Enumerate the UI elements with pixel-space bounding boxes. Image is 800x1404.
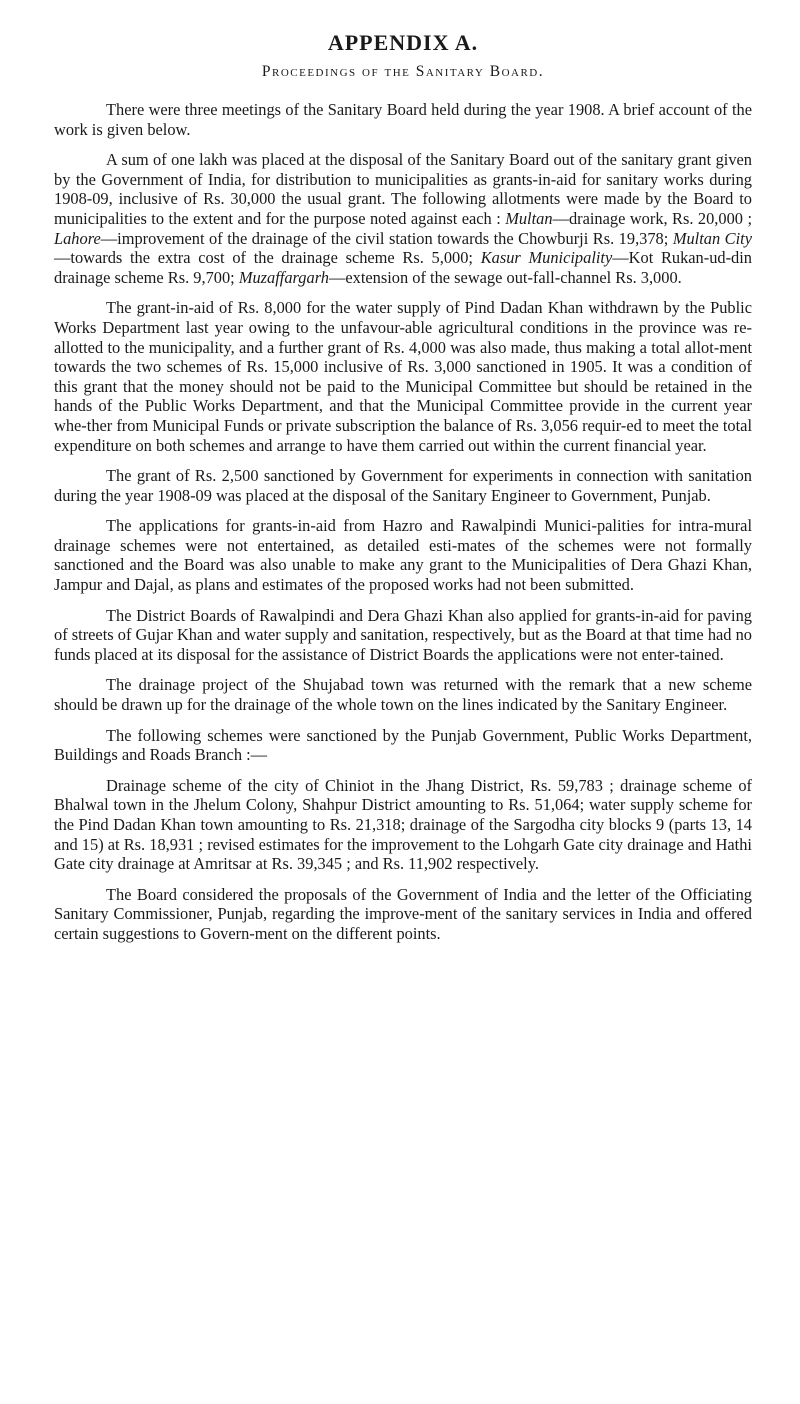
paragraph-sanctioned-schemes: Drainage scheme of the city of Chiniot in the Jhang District, Rs. 59,783 ; drainage scheme of Bhalwal town in the Jhelum Colony, Shahpur District amounting to Rs. 51,064; water supply scheme for the Pind Dadan Khan town amounting to Rs. 21,318; drainage of the Sargodha city blocks 9 (parts 13, 14 and 15) at Rs. 18,931 ; revised estimates for the improvement to the Lohgarh Gate city drainage and Hathi Gate city drainage at Amritsar at Rs. 39,345 ; and Rs. 11,902 respectively.	[54, 775, 752, 874]
place-name: Multan City	[672, 228, 752, 248]
paragraph-allotments: A sum of one lakh was placed at the disposal of the Sanitary Board out of the sanitary grant given by the Government of India, for distribution to municipalities as grants-in-aid for sanitary works during 1908-09, inclusive of Rs. 30,000 the usual grant. The following allotments were made by the Board to municipalities to the extent and for the purpose noted against each : Multan—drainage work, Rs. 20,000 ; Lahore—improvement of the drainage of the civil station towards the Chowburji Rs. 19,378; Multan City—towards the extra cost of the drainage scheme Rs. 5,000; Kasur Municipality—Kot Rukan-ud-din drainage scheme Rs. 9,700; Muzaffargarh—extension of the sewage out-fall-channel Rs. 3,000.	[54, 150, 753, 287]
paragraph-applications: The applications for grants-in-aid from Hazro and Rawalpindi Munici-palities for intra-mural drainage schemes were not entertained, as detailed esti-mates of the schemes were not formally sanctioned and the Board was also unable to make any grant to the Municipalities of Dera Ghazi Khan, Jampur and Dajal, as plans and estimates of the proposed works had not been submitted.	[54, 516, 752, 595]
section-subtitle: Proceedings of the Sanitary Board.	[261, 63, 545, 80]
paragraph-district-boards: The District Boards of Rawalpindi and Dera Ghazi Khan also applied for grants-in-aid for paving of streets of Gujar Khan and water supply and sanitation, respectively, but as the Board at that time had no funds placed at its disposal for the assistance of District Boards the applications were not enter-tained.	[54, 605, 752, 664]
paragraph-experiments-grant: The grant of Rs. 2,500 sanctioned by Government for experiments in connection with sanitation during the year 1908-09 was placed at the disposal of the Sanitary Engineer to Government, Punjab.	[54, 466, 752, 505]
place-name: Muzaffargarh	[238, 267, 329, 287]
place-name: Kasur Municipality	[480, 248, 613, 268]
paragraph-shujabad: The drainage project of the Shujabad town was returned with the remark that a new scheme should be drawn up for the drainage of the whole town on the lines indicated by the Sanitary Engineer.	[54, 675, 752, 715]
paragraph-proposals: The Board considered the proposals of the Government of India and the letter of the Officiating Sanitary Commissioner, Punjab, regarding the improve-ment of the sanitary services in India and offered certain suggestions to Govern-ment on the different points.	[54, 884, 752, 943]
paragraph-meetings: There were three meetings of the Sanitary Board held during the year 1908. A brief account of the work is given below.	[54, 100, 752, 139]
paragraph-sanctioned-intro: The following schemes were sanctioned by the Punjab Government, Public Works Department, Buildings and Roads Branch :—	[54, 725, 752, 765]
place-name: Lahore	[54, 228, 101, 248]
paragraph-pind-dadan-khan: The grant-in-aid of Rs. 8,000 for the water supply of Pind Dadan Khan withdrawn by the Public Works Department last year owing to the unfavour-able agricultural conditions in the province was re-allotted to the municipality, and a further grant of Rs. 4,000 was also made, thus making a total allot-ment towards the two schemes of Rs. 15,000 inclusive of Rs. 3,000 sanctioned in 1905. It was a condition of this grant that the money should not be paid to the Municipal Committee but should be retained in the hands of the Public Works Department, and that the Municipal Committee provide in the current year whe-ther from Municipal Funds or private subscription the balance of Rs. 3,056 requir-ed to meet the total expenditure on both schemes and arrange to have them carried out within the current financial year.	[54, 298, 752, 455]
place-name: Multan	[505, 208, 553, 228]
appendix-title: APPENDIX A.	[327, 30, 479, 55]
